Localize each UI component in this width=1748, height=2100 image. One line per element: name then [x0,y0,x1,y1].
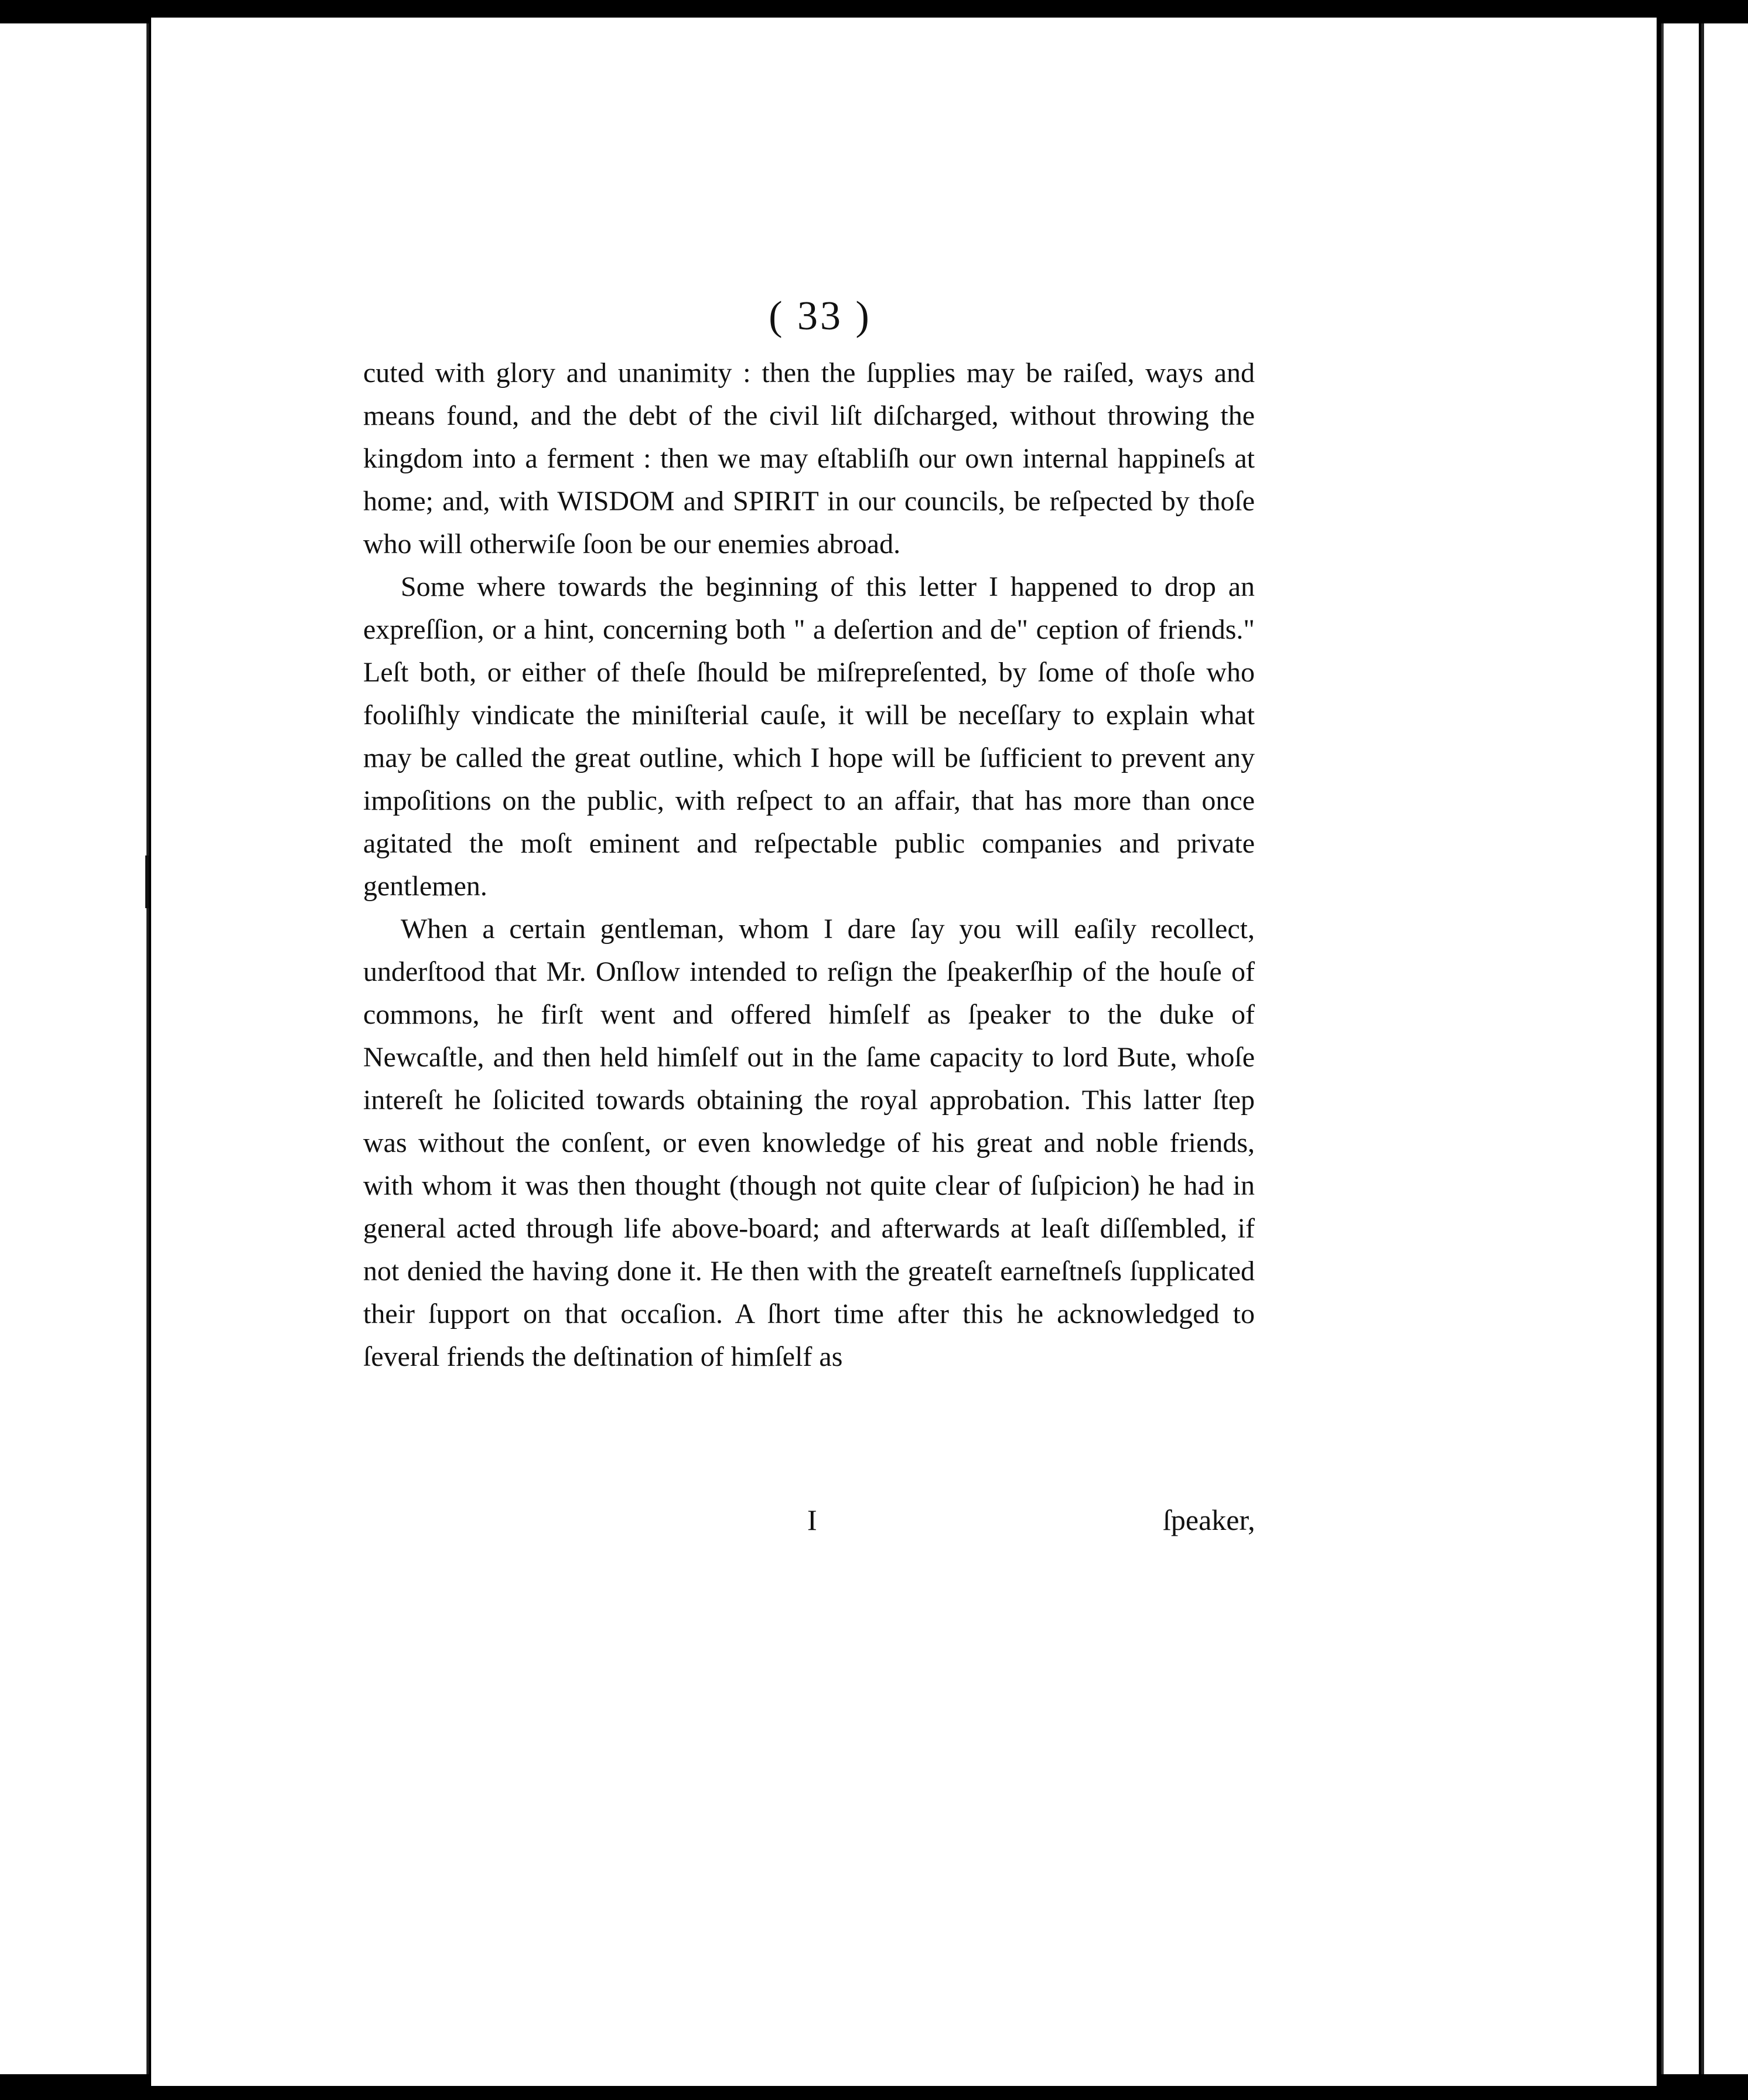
catchword: ſpeaker, [1163,1504,1255,1536]
page-number: ( 33 ) [769,294,872,339]
page-edge-outer [1701,23,1748,2074]
paragraph-1: cuted with glory and unanimity : then the ſupplies may be raiſed, ways and means found, and the debt of the civil liſt diſcharged, without throwing the kingdom into a ferment : then we may eſtabliſh our own internal happineſs at home; and, with WISDOM and SPIRIT in our councils, be reſpected by thoſe who will otherwiſe ſoon be our enemies abroad. [363,357,1255,560]
body-text [363,352,1255,1378]
paragraph-2: Some where towards the beginning of this letter I happened to drop an expreſſion, or a hint, concerning both " a deſertion and de" ception of friends." Leſt both, or either of theſe ſhould be miſrepreſented, by ſome of thoſe who fooliſhly vindicate the miniſterial cauſe, it will be neceſſary to explain what may be called the great outline, which I hope will be ſufficient to prevent any impoſitions on the public, with reſpect to an affair, that has more than once agitated the moſt eminent and reſpectable public companies and private gentlemen. [363,571,1255,902]
signature-mark: I [807,1504,817,1536]
previous-page-edge [0,23,149,2074]
paragraph-3: When a certain gentleman, whom I dare ſay you will eaſily recollect, underſtood that Mr. Onſlow intended to reſign the ſpeakerſhip of the houſe of commons, he firſt went and offered himſelf as ſpeaker to the duke of Newcaſtle, and then held himſelf out in the ſame capacity to lord Bute, whoſe intereſt he ſolicited towards obtaining the royal approbation. This latter ſtep was without the conſent, or even knowledge of his great and noble friends, with whom it was then thought (though not quite clear of ſuſpicion) he had in general acted through life above-board; and afterwards at leaſt diſſembled, if not denied the having done it. He then with the greateſt earneſtneſs ſupplicated their ſupport on that occaſion. A ſhort time after this he acknowledged to ſeveral friends the deſtination of himſelf as [363,913,1255,1372]
page-edge [1661,23,1699,2074]
